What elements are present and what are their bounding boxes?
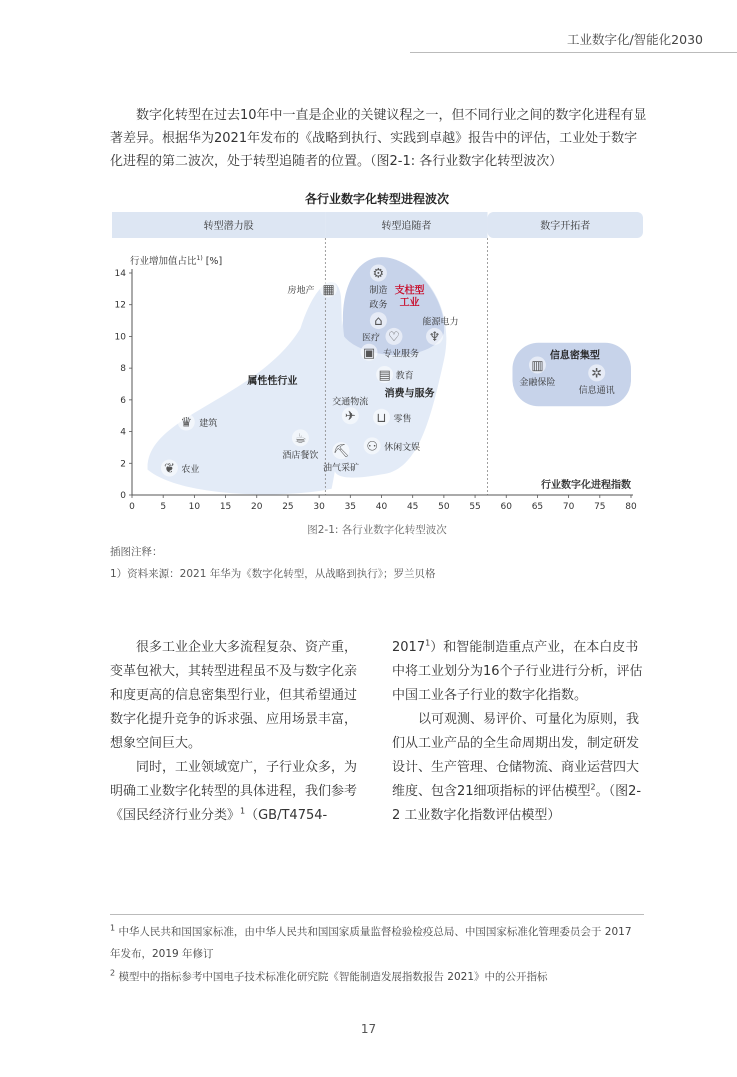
gamepad-icon: ⚇	[366, 439, 378, 455]
medical-icon: ♡	[388, 329, 400, 345]
x-tick-label: 70	[562, 502, 575, 512]
y-axis-label: 行业增加值占比$^{1)}$ [%]	[130, 255, 223, 267]
footnote-mark: 2	[110, 968, 116, 978]
airplane-icon: ✈	[344, 409, 356, 425]
cart-icon: ⊔	[376, 410, 387, 426]
body-paragraph	[392, 708, 648, 828]
x-tick-label: 0	[129, 502, 135, 512]
x-tick-label: 60	[500, 502, 512, 512]
power-tower-icon: ♆	[428, 329, 441, 345]
body-text: 以可观测、易评价、可量化为原则，我们从工业产品的全生命周期出发，制定研发设计、生产管理、仓储物流、商业运营四大维度、包含21细项指标的评估模型	[392, 712, 640, 799]
building-icon: ▦	[322, 282, 335, 298]
x-axis-label: 行业数字化进程指数	[541, 480, 631, 491]
x-tick-label: 5	[160, 502, 167, 512]
footnote-mark: 1	[110, 923, 116, 933]
intro-paragraph: 数字化转型在过去10年中一直是企业的关键议程之一，但不同行业之间的数字化进程有显著差异。根据华为2021年发布的《战略到执行、实践到卓越》报告中的评估，工业处于数字化进程的第二波次，处于转型追随者的位置。（图2-1: 各行业数字化转型波次）	[110, 108, 647, 169]
crown-icon: ♛	[180, 415, 193, 431]
point-label: 建筑	[199, 419, 218, 430]
band-label: 转型潜力股	[203, 221, 254, 232]
highlight-label: 支柱型	[394, 285, 425, 297]
x-tick-label: 80	[625, 502, 637, 512]
group-label: 消费与服务	[384, 388, 435, 400]
point-label: 能源电力	[422, 317, 459, 328]
y-tick-label: 14	[114, 269, 126, 279]
footnote-text: 中华人民共和国国家标准，由中华人民共和国国家质量监督检验检疫总局、中国国家标准化管理委员会于 2017 年发布，2019 年修订	[110, 926, 632, 960]
leaf-icon: ❦	[163, 461, 175, 477]
oil-pump-icon: ⛏	[332, 444, 350, 460]
body-text: 。（图2-2 工业数字化指数评估模型）	[392, 784, 642, 823]
point-label: 医疗	[361, 333, 380, 344]
footnote-ref: 2	[590, 782, 596, 792]
footnote-ref: 1	[425, 638, 431, 648]
body-text: ）和智能制造重点产业，在本白皮书中将工业划分为16个子行业进行分析，评估中国工业各子行业的数字化指数。	[392, 640, 643, 703]
point-label: 教育	[395, 371, 414, 382]
body-column-right	[392, 636, 648, 828]
y-tick-label: 2	[120, 459, 126, 470]
point-label: 休闲文娱	[384, 442, 421, 453]
point-label: 酒店餐饮	[282, 450, 319, 461]
footnote-1	[110, 921, 644, 965]
body-column-left	[110, 636, 366, 828]
body-text: （GB/T4754-	[245, 808, 328, 823]
point-label: 专业服务	[383, 349, 420, 360]
point-label: 房地产	[287, 285, 315, 296]
highlight-label: 工业	[399, 297, 420, 309]
x-tick-label: 10	[188, 502, 201, 512]
book-icon: ▤	[378, 367, 391, 383]
body-text: 2017	[392, 640, 426, 655]
body-text: 同时，工业领域宽广，子行业众多，为明确工业数字化转型的具体进程，我们参考《国民经济行业分类》	[110, 760, 358, 823]
x-tick-label: 45	[406, 502, 419, 512]
briefcase-icon: ▣	[362, 345, 376, 361]
point-label: 金融保险	[519, 377, 556, 388]
figure-title: 各行业数字化转型进程波次	[304, 192, 449, 206]
footnote-2	[110, 966, 644, 988]
x-tick-label: 50	[438, 502, 450, 512]
point-label: 交通物流	[332, 397, 369, 408]
point-label: 油气采矿	[322, 463, 359, 474]
footnote-rule	[110, 914, 644, 915]
body-paragraph: 很多工业企业大多流程复杂、资产重，变革包袱大，其转型进程虽不及与数字化亲和度更高的信息密集型行业，但其希望通过数字化提升竞争的诉求强、应用场景丰富，想象空间巨大。	[110, 640, 358, 751]
cloche-icon: ☕	[294, 431, 307, 447]
group-label: 信息密集型	[549, 350, 600, 362]
body-paragraph	[392, 636, 648, 708]
y-tick-label: 12	[114, 300, 126, 311]
x-tick-label: 15	[219, 502, 232, 512]
government-icon: ⌂	[374, 314, 383, 330]
body-paragraph	[110, 756, 366, 828]
y-tick-label: 8	[120, 364, 126, 375]
network-icon: ✲	[591, 366, 603, 382]
group-label: 属性性行业	[247, 376, 298, 387]
footnote-ref: 1	[240, 806, 246, 816]
footnote-text: 模型中的指标参考中国电子技术标准化研究院《智能制造发展指数报告 2021》中的公开指标	[118, 971, 548, 983]
point-label: 零售	[393, 414, 412, 425]
digital-transformation-chart	[100, 208, 645, 520]
figure-caption: 图2-1: 各行业数字化转型波次	[307, 524, 447, 536]
x-tick-label: 25	[282, 502, 294, 512]
traditional-blob	[148, 282, 343, 494]
y-tick-label: 10	[114, 332, 126, 343]
page-number: 17	[360, 1022, 377, 1036]
x-tick-label: 40	[375, 502, 388, 512]
y-tick-label: 0	[120, 491, 126, 501]
x-tick-label: 30	[313, 502, 325, 512]
point-label: 农业	[181, 465, 200, 476]
x-tick-label: 65	[531, 502, 544, 512]
robot-arm-icon: ⚙	[372, 266, 385, 282]
y-tick-label: 6	[120, 395, 126, 406]
x-tick-label: 75	[594, 502, 606, 512]
band-label: 转型追随者	[381, 221, 432, 232]
figure-note-source: 1）资料来源：2021 年华为《数字化转型，从战略到执行》；罗兰贝格	[110, 568, 436, 580]
point-label: 信息通讯	[578, 385, 615, 396]
band-label: 数字开拓者	[540, 221, 591, 232]
x-tick-label: 35	[344, 502, 357, 512]
figure-notes-title: 插图注释：	[110, 546, 163, 558]
point-label: 政务	[369, 300, 388, 311]
header-rule	[410, 52, 737, 53]
bank-icon: ▥	[531, 358, 544, 374]
header-title: 工业数字化/智能化2030	[566, 32, 703, 47]
y-tick-label: 4	[120, 427, 126, 438]
point-label: 制造	[369, 286, 388, 296]
x-tick-label: 55	[469, 502, 481, 512]
x-tick-label: 20	[251, 502, 263, 512]
